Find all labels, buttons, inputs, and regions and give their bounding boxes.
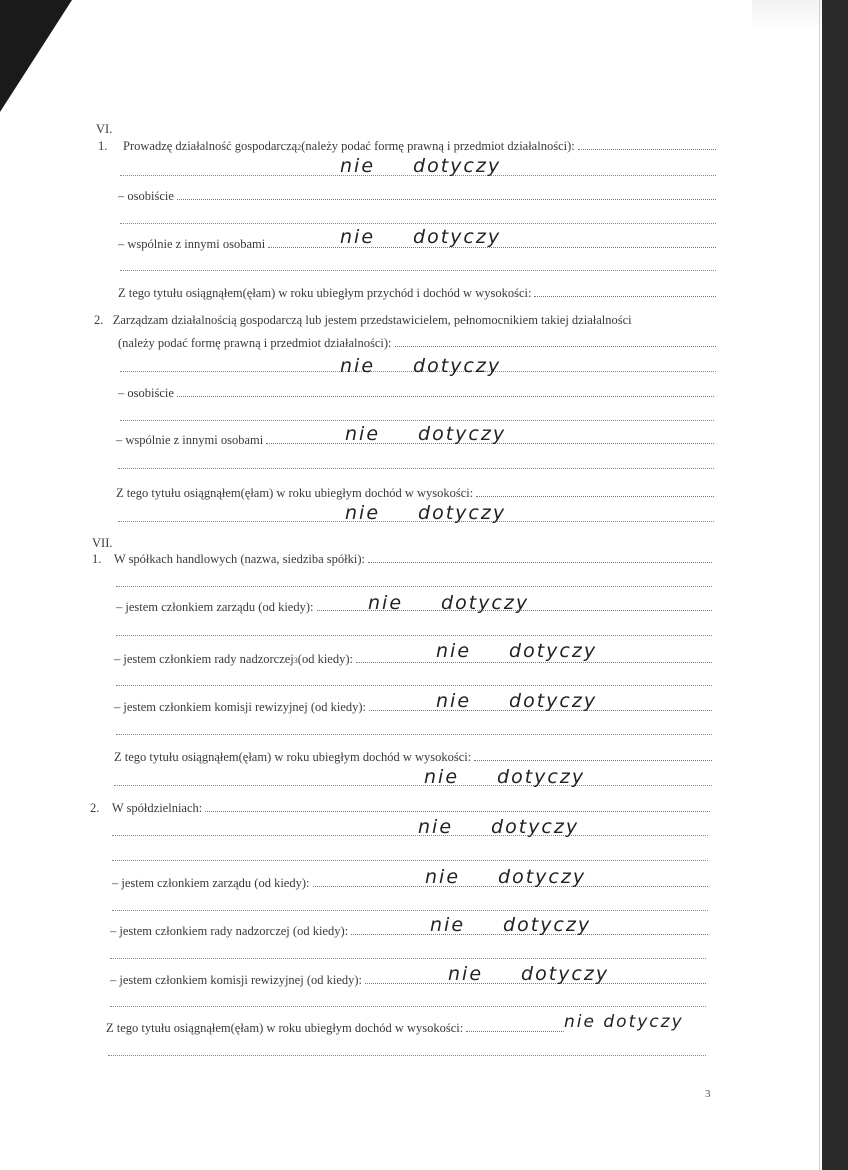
answer-line — [116, 635, 712, 636]
vii-2-audit: – jestem członkiem komisji rewizyjnej (od kiedy): — [110, 973, 706, 987]
vi-1-number: 1. — [98, 139, 108, 153]
vii-2-text: W spółdzielniach: — [111, 801, 203, 815]
vi-2-personally: – osobiście — [118, 386, 714, 400]
vii-1-footnote: 3 — [293, 656, 298, 665]
scan-right-edge — [822, 0, 848, 1170]
handwritten-answer: nie dotyczy — [564, 1012, 684, 1032]
vii-1-audit: – jestem członkiem komisji rewizyjnej (od kiedy): — [114, 700, 712, 714]
answer-line — [112, 910, 708, 911]
vii-2-line — [90, 801, 710, 815]
handwritten-answer: nie dotyczy — [340, 355, 502, 377]
answer-line — [116, 734, 712, 735]
vii-2-supervisory: – jestem członkiem rady nadzorczej (od kiedy): — [110, 924, 708, 938]
section-vii-heading: VII. — [92, 536, 113, 550]
handwritten-answer: nie dotyczy — [368, 592, 530, 614]
scan-top-shade — [752, 0, 822, 30]
handwritten-answer: nie dotyczy — [418, 816, 580, 838]
vii-1-income: Z tego tytułu osiągnąłem(ęłam) w roku ubiegłym dochód w wysokości: — [114, 750, 712, 764]
vi-1-income: Z tego tytułu osiągnąłem(ęłam) w roku ubiegłym przychód i dochód w wysokości: — [118, 286, 716, 300]
handwritten-answer: nie dotyczy — [436, 690, 598, 712]
handwritten-answer: nie dotyczy — [345, 502, 507, 524]
scan-corner-shadow — [0, 0, 72, 112]
answer-line — [112, 860, 708, 861]
vi-2-line-cont: (należy podać formę prawną i przedmiot działalności): — [118, 336, 716, 350]
handwritten-answer: nie dotyczy — [425, 866, 587, 888]
vii-2-board: – jestem członkiem zarządu (od kiedy): — [112, 876, 708, 890]
handwritten-answer: nie dotyczy — [448, 963, 610, 985]
vii-1-number: 1. — [92, 552, 102, 566]
vi-2-number: 2. — [94, 313, 104, 327]
handwritten-answer: nie dotyczy — [340, 226, 502, 248]
answer-line — [114, 785, 712, 786]
vi-1-footnote: 2 — [297, 143, 302, 152]
answer-line — [110, 958, 706, 959]
vii-1-supervisory: – jestem członkiem rady nadzorczej 3 (od kiedy): — [114, 652, 712, 668]
handwritten-answer: nie dotyczy — [436, 640, 598, 662]
handwritten-answer: nie dotyczy — [345, 423, 507, 445]
vii-1-text: W spółkach handlowych (nazwa, siedziba spółki): — [113, 552, 365, 566]
vii-2-income: Z tego tytułu osiągnąłem(ęłam) w roku ubiegłym dochód w wysokości: — [106, 1021, 564, 1035]
vi-2-text: Zarządzam działalnością gospodarczą lub jestem przedstawicielem, pełnomocnikiem takiej działalności — [112, 313, 632, 327]
handwritten-answer: nie dotyczy — [424, 766, 586, 788]
vi-2-income: Z tego tytułu osiągnąłem(ęłam) w roku ubiegłym dochód w wysokości: — [116, 486, 714, 500]
vi-2-line — [94, 313, 716, 327]
vi-1-jointly: – wspólnie z innymi osobami — [118, 237, 716, 251]
vii-1-line — [92, 552, 712, 566]
vii-2-number: 2. — [90, 801, 100, 815]
vi-1-text: Prowadzę działalność gospodarczą — [123, 139, 298, 153]
answer-line — [118, 468, 714, 469]
section-vi-heading: VI. — [96, 122, 113, 136]
handwritten-answer: nie dotyczy — [340, 155, 502, 177]
answer-line — [120, 270, 716, 271]
vi-1-text-cont: (należy podać formę prawną i przedmiot działalności): — [301, 139, 575, 153]
answer-line — [116, 586, 712, 587]
answer-line — [120, 223, 716, 224]
vi-1-line — [98, 139, 716, 155]
page-number: 3 — [705, 1088, 711, 1100]
vii-1-board: – jestem członkiem zarządu (od kiedy): — [116, 600, 712, 614]
vi-2-jointly: – wspólnie z innymi osobami — [116, 433, 714, 447]
answer-line — [108, 1055, 706, 1056]
answer-line — [112, 835, 708, 836]
scan-page-edge — [819, 0, 820, 1170]
answer-line — [110, 1006, 706, 1007]
vi-1-personally: – osobiście — [118, 189, 716, 203]
answer-line — [116, 685, 712, 686]
answer-line — [120, 420, 714, 421]
handwritten-answer: nie dotyczy — [430, 914, 592, 936]
